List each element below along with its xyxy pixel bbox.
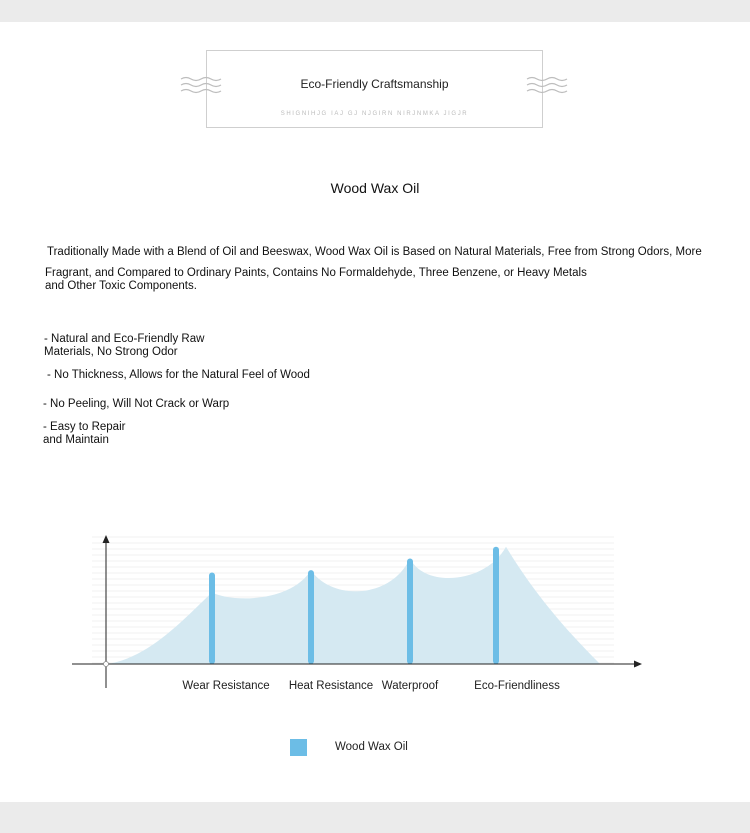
y-axis-arrow-icon	[103, 535, 110, 543]
legend-label: Wood Wax Oil	[335, 741, 408, 753]
feature-line: - No Thickness, Allows for the Natural Feel of Wood	[47, 369, 310, 381]
bar-heat-resistance	[308, 570, 314, 664]
bar-wear-resistance	[209, 573, 215, 664]
x-axis-arrow-icon	[634, 661, 642, 668]
feature-line: Materials, No Strong Odor	[44, 346, 178, 358]
chart-area	[106, 547, 600, 664]
x-tick-label: Eco-Friendliness	[474, 680, 560, 692]
product-title: Wood Wax Oil	[330, 180, 420, 196]
description-line-1: Traditionally Made with a Blend of Oil and Beeswax, Wood Wax Oil is Based on Natural Materials, Free from Strong Odors, More	[47, 246, 702, 258]
x-tick-labels	[182, 680, 560, 692]
x-tick-label: Heat Resistance	[288, 680, 374, 692]
legend-swatch	[290, 739, 307, 756]
banner-title: Eco-Friendly Craftsmanship	[300, 77, 449, 91]
description-line-3: and Other Toxic Components.	[45, 280, 197, 292]
x-tick-label: Wear Resistance	[182, 680, 270, 692]
x-tick-label: Waterproof	[381, 680, 439, 692]
feature-line: - No Peeling, Will Not Crack or Warp	[43, 398, 230, 410]
feature-line: - Easy to Repair	[43, 421, 126, 433]
bar-eco-friendliness	[493, 547, 499, 664]
bar-waterproof	[407, 558, 413, 664]
feature-line: - Natural and Eco-Friendly Raw	[44, 333, 205, 345]
origin-dot	[104, 662, 109, 667]
description-line-2: Fragrant, and Compared to Ordinary Paints, Contains No Formaldehyde, Three Benzene, or Heavy Metals	[45, 267, 587, 279]
banner-subtitle: SHIGNIHJG IAJ GJ NJGIRN NIRJNMKA JIGJR	[280, 111, 469, 117]
feature-line: and Maintain	[43, 434, 109, 446]
